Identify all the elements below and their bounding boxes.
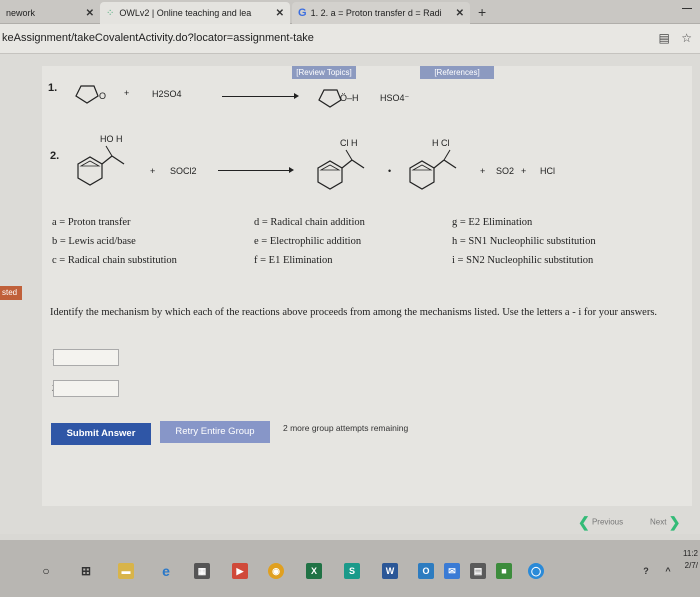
sway-icon[interactable]: S — [344, 563, 360, 579]
browser-tab-bar — [0, 0, 700, 24]
windows-taskbar — [0, 540, 700, 597]
reaction-2-product1-label: Cl H — [340, 138, 358, 148]
address-bar[interactable] — [0, 24, 700, 54]
retry-group-button[interactable]: Retry Entire Group — [160, 421, 270, 443]
tab-google-search[interactable] — [292, 2, 470, 24]
reaction-1-number: 1. — [48, 82, 58, 94]
search-circle-icon[interactable]: ○ — [42, 564, 50, 578]
chevron-right-icon: ❯ — [668, 514, 681, 530]
reaction-2-reactant-label: HO H — [100, 134, 123, 144]
reaction-1-product-label: Ö–H — [340, 93, 359, 103]
mechanism-legend-col-2 — [254, 213, 365, 270]
google-icon: G — [298, 7, 307, 19]
store-icon[interactable]: ▦ — [194, 563, 210, 579]
plus-sign: + — [521, 166, 527, 176]
plus-sign: + — [150, 166, 156, 176]
tab-label: 1. 2. a = Proton transfer d = Radi — [310, 8, 442, 18]
plus-sign: • — [388, 166, 392, 176]
attempts-remaining-text: 2 more group attempts remaining — [283, 423, 409, 433]
legend-item: g = E2 Elimination — [452, 217, 533, 228]
reaction-2-byproduct-1: SO2 — [496, 166, 515, 176]
plus-sign: + — [480, 166, 486, 176]
references-button[interactable]: [References] — [420, 66, 494, 79]
svg-text:O: O — [99, 91, 107, 101]
media-icon[interactable]: ▶ — [232, 563, 248, 579]
review-topics-button[interactable]: [Review Topics] — [292, 66, 356, 79]
close-icon[interactable]: ✕ — [85, 7, 94, 19]
tab-owlv2[interactable] — [100, 2, 290, 24]
clock-date: 2/7/ — [684, 561, 698, 570]
alkyl-chloride-product-2 — [404, 146, 466, 192]
legend-item: b = Lewis acid/base — [52, 236, 136, 247]
alcohol-reactant — [72, 142, 134, 188]
reaction-2-product2-label: H Cl — [432, 138, 450, 148]
minimize-icon[interactable] — [682, 8, 692, 9]
reaction-arrow — [222, 96, 297, 97]
next-label: Next — [650, 517, 667, 527]
plus-sign: + — [124, 88, 130, 98]
question-prompt: Identify the mechanism by which each of the reactions above proceeds from among the mechanisms listed. Use the letters a - i for your answers. — [50, 307, 658, 318]
chrome-icon[interactable]: ◉ — [268, 563, 284, 579]
app-icon[interactable]: ■ — [496, 563, 512, 579]
legend-item: e = Electrophilic addition — [254, 236, 362, 247]
chevron-up-icon[interactable]: ^ — [665, 566, 671, 576]
legend-item: d = Radical chain addition — [254, 217, 365, 228]
answer-1-input[interactable] — [53, 349, 119, 366]
reaction-2-reagent: SOCl2 — [170, 166, 197, 176]
tab-label: nework — [6, 8, 36, 18]
previous-button[interactable] — [578, 514, 623, 531]
owl-icon: ⁘ — [106, 7, 115, 19]
help-icon[interactable]: ? — [643, 566, 649, 576]
close-icon[interactable]: ✕ — [275, 7, 284, 19]
file-explorer-icon[interactable]: ▬ — [118, 563, 134, 579]
reaction-2-number: 2. — [50, 150, 60, 162]
legend-item: i = SN2 Nucleophilic substitution — [452, 255, 594, 266]
chevron-left-icon: ❮ — [578, 514, 590, 530]
circle-app-icon[interactable]: ◯ — [528, 563, 544, 579]
notes-icon[interactable]: ▤ — [470, 563, 486, 579]
legend-item: a = Proton transfer — [52, 217, 131, 228]
url-text[interactable]: keAssignment/takeCovalentActivity.do?locator=assignment-take — [2, 32, 314, 44]
mechanism-legend-col-1 — [52, 213, 177, 270]
legend-item: h = SN1 Nucleophilic substitution — [452, 236, 596, 247]
mechanism-legend-col-3 — [452, 213, 596, 270]
legend-item: f = E1 Elimination — [254, 255, 333, 266]
tetrahydrofuran-reactant — [72, 82, 112, 106]
reaction-1-byproduct: HSO4⁻ — [380, 93, 410, 103]
task-view-icon[interactable]: ⊞ — [80, 564, 92, 578]
legend-item: c = Radical chain substitution — [52, 255, 177, 266]
reaction-2-byproduct-2: HCl — [540, 166, 555, 176]
status-tag: sted — [0, 286, 22, 300]
submit-answer-button[interactable]: Submit Answer — [51, 423, 151, 445]
next-button[interactable] — [650, 514, 680, 531]
word-icon[interactable]: W — [382, 563, 398, 579]
tab-label: OWLv2 | Online teaching and lea — [119, 8, 252, 18]
favorite-star-icon[interactable]: ☆ — [681, 31, 692, 45]
system-clock[interactable] — [683, 548, 698, 572]
alkyl-chloride-product-1 — [312, 146, 374, 192]
previous-label: Previous — [591, 517, 624, 527]
reader-icon[interactable]: ▤ — [658, 31, 670, 45]
outlook-icon[interactable]: O — [418, 563, 434, 579]
answer-2-input[interactable] — [53, 380, 119, 397]
reaction-arrow — [218, 170, 292, 171]
page-area — [0, 54, 700, 534]
new-tab-icon[interactable]: + — [478, 4, 487, 20]
excel-icon[interactable]: X — [306, 563, 322, 579]
oxonium-product — [315, 86, 341, 110]
edge-browser-icon[interactable]: e — [162, 563, 170, 579]
tab-homework[interactable] — [0, 2, 100, 24]
mail-icon[interactable]: ✉ — [444, 563, 460, 579]
clock-time: 11:2 — [683, 549, 698, 558]
reaction-1-reagent: H2SO4 — [152, 89, 182, 99]
close-icon[interactable]: ✕ — [455, 7, 464, 19]
